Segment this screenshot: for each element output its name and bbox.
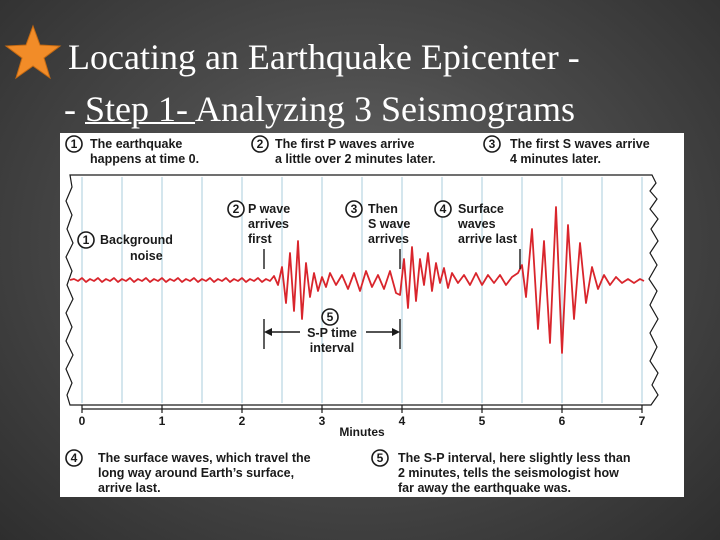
callout-2-num: 2 bbox=[232, 202, 240, 216]
top-caption-3-line1: The first S waves arrive bbox=[510, 137, 650, 151]
callout-5-line1: S-P time bbox=[307, 326, 357, 340]
x-axis-label: Minutes bbox=[339, 425, 385, 439]
top-caption-1-line1: The earthquake bbox=[90, 137, 183, 151]
callout-2-line1: P wave bbox=[248, 202, 291, 216]
x-tick-3: 3 bbox=[318, 414, 326, 428]
callout-2-line2: arrives bbox=[248, 217, 290, 231]
top-caption-3 bbox=[484, 136, 650, 166]
x-tick-6: 6 bbox=[558, 414, 566, 428]
callout-1-line1: Background bbox=[100, 233, 173, 247]
x-tick-0: 0 bbox=[78, 414, 86, 428]
bottom-caption-4 bbox=[66, 450, 311, 495]
top-caption-3-num: 3 bbox=[488, 137, 496, 151]
callout-3-line1: Then bbox=[368, 202, 398, 216]
seismogram-diagram bbox=[60, 133, 684, 497]
callout-2-line3: first bbox=[248, 232, 272, 246]
title-line-2 bbox=[64, 88, 575, 130]
top-caption-2-line1: The first P waves arrive bbox=[275, 137, 415, 151]
callout-4-line3: arrive last bbox=[458, 232, 518, 246]
top-caption-1-num: 1 bbox=[70, 137, 78, 151]
callout-4-line2: waves bbox=[458, 217, 496, 231]
x-tick-5: 5 bbox=[478, 414, 486, 428]
title-step-label: Step 1- bbox=[85, 89, 196, 129]
star-icon bbox=[4, 24, 62, 82]
callout-1-num: 1 bbox=[82, 233, 90, 247]
top-caption-1-line2: happens at time 0. bbox=[90, 152, 200, 166]
seismogram-figure bbox=[60, 133, 684, 497]
x-tick-2: 2 bbox=[238, 414, 246, 428]
bottom-caption-4-line2: long way around Earth’s surface, bbox=[98, 466, 295, 480]
callout-3-num: 3 bbox=[350, 202, 358, 216]
bottom-caption-5-line1: The S-P interval, here slightly less than bbox=[398, 451, 631, 465]
x-tick-1: 1 bbox=[158, 414, 166, 428]
top-caption-3-line2: 4 minutes later. bbox=[510, 152, 602, 166]
bottom-caption-5-line2: 2 minutes, tells the seismologist how bbox=[398, 466, 619, 480]
title-line-2-rest: Analyzing 3 Seismograms bbox=[195, 89, 575, 129]
bottom-caption-5-num: 5 bbox=[376, 451, 384, 465]
callout-3-line3: arrives bbox=[368, 232, 410, 246]
callout-5-num: 5 bbox=[326, 310, 334, 324]
bottom-caption-4-line3: arrive last. bbox=[98, 481, 161, 495]
bottom-caption-4-num: 4 bbox=[70, 451, 78, 465]
top-caption-2-line2: a little over 2 minutes later. bbox=[275, 152, 436, 166]
callout-1-line2: noise bbox=[130, 249, 163, 263]
callout-5-line2: interval bbox=[309, 341, 355, 355]
callout-3-line2: S wave bbox=[368, 217, 411, 231]
callout-4-line1: Surface bbox=[458, 202, 504, 216]
top-caption-2-num: 2 bbox=[256, 137, 264, 151]
x-tick-7: 7 bbox=[638, 414, 646, 428]
bottom-caption-5-line3: far away the earthquake was. bbox=[398, 481, 571, 495]
top-caption-1 bbox=[66, 136, 199, 166]
title-line-1: Locating an Earthquake Epicenter - bbox=[68, 37, 580, 77]
title-line-2-prefix: - bbox=[64, 89, 85, 129]
callout-4-num: 4 bbox=[439, 202, 447, 216]
bottom-caption-4-line1: The surface waves, which travel the bbox=[98, 451, 311, 465]
x-tick-4: 4 bbox=[398, 414, 406, 428]
x-axis bbox=[79, 405, 646, 439]
top-caption-2 bbox=[252, 136, 435, 166]
bottom-caption-5 bbox=[372, 450, 630, 495]
